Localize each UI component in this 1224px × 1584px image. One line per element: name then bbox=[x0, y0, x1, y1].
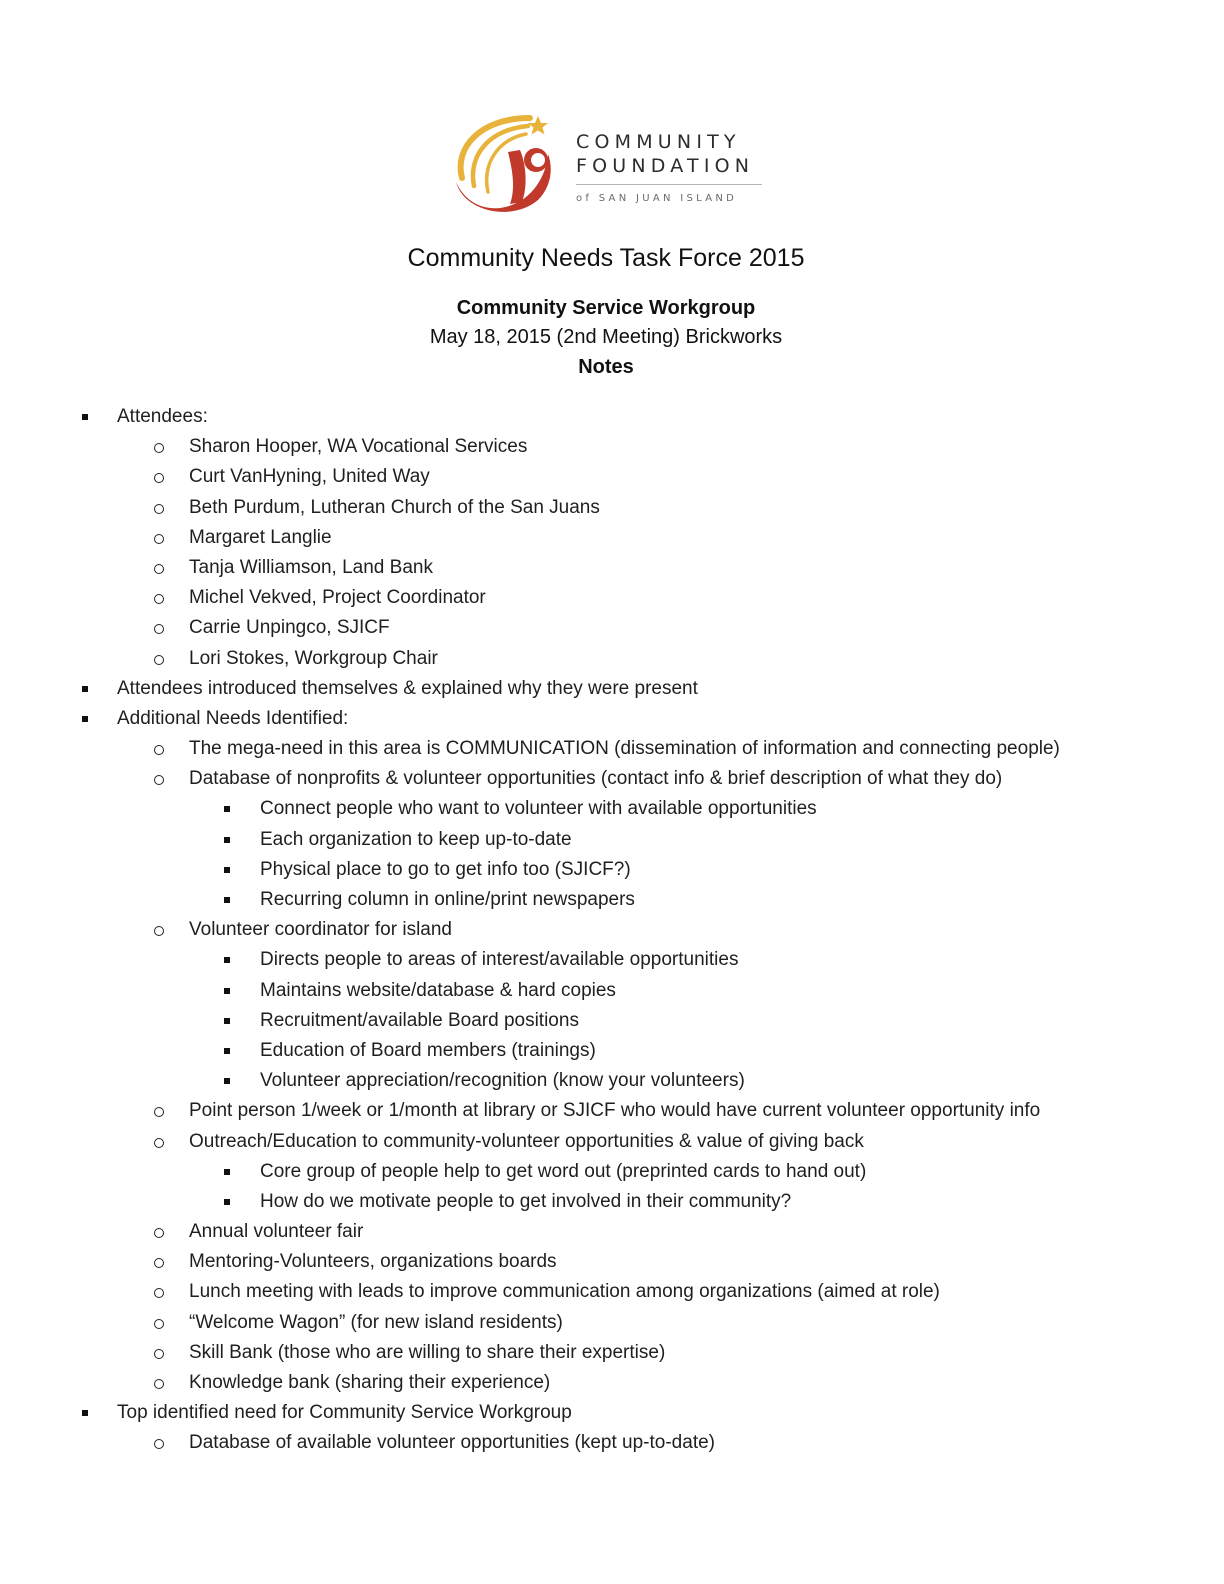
hollow-circle-bullet-icon bbox=[154, 1228, 164, 1238]
hollow-circle-bullet-icon bbox=[154, 1288, 164, 1298]
list-item-text: Lori Stokes, Workgroup Chair bbox=[189, 647, 438, 669]
list-item bbox=[0, 1218, 1224, 1248]
list-item-text: Margaret Langlie bbox=[189, 526, 332, 548]
square-bullet-icon bbox=[224, 1078, 230, 1084]
list-item bbox=[0, 856, 1224, 886]
list-item-text: How do we motivate people to get involved in their community? bbox=[260, 1190, 792, 1212]
hollow-circle-bullet-icon bbox=[154, 926, 164, 936]
list-item bbox=[0, 1369, 1224, 1399]
list-item bbox=[0, 1188, 1224, 1218]
list-item bbox=[0, 403, 1224, 433]
list-item bbox=[0, 826, 1224, 856]
list-item-text: Recruitment/available Board positions bbox=[260, 1009, 579, 1031]
list-item bbox=[0, 1128, 1224, 1158]
list-item-text: Michel Vekved, Project Coordinator bbox=[189, 587, 486, 609]
list-item bbox=[0, 614, 1224, 644]
workgroup-heading: Community Service Workgroup bbox=[456, 297, 756, 319]
list-item-text: Education of Board members (trainings) bbox=[260, 1039, 596, 1061]
hollow-circle-bullet-icon bbox=[154, 564, 164, 574]
list-item-text: Outreach/Education to community-volunteer opportunities & value of giving back bbox=[189, 1130, 864, 1152]
list-item bbox=[0, 886, 1224, 916]
list-item bbox=[0, 977, 1224, 1007]
list-item-text: Attendees: bbox=[117, 406, 208, 427]
hollow-circle-bullet-icon bbox=[154, 1439, 164, 1449]
list-item-text: Volunteer appreciation/recognition (know your volunteers) bbox=[260, 1070, 745, 1092]
square-bullet-icon bbox=[224, 837, 230, 843]
hollow-circle-bullet-icon bbox=[154, 594, 164, 604]
square-bullet-icon bbox=[224, 806, 230, 812]
square-bullet-icon bbox=[224, 867, 230, 873]
list-item-text: Maintains website/database & hard copies bbox=[260, 979, 616, 1001]
hollow-circle-bullet-icon bbox=[154, 1349, 164, 1359]
list-item-text: Sharon Hooper, WA Vocational Services bbox=[189, 436, 528, 458]
notes-heading: Notes bbox=[578, 356, 634, 378]
square-bullet-icon bbox=[224, 1199, 230, 1205]
hollow-circle-bullet-icon bbox=[154, 1258, 164, 1268]
list-item bbox=[0, 765, 1224, 795]
logo-divider bbox=[576, 184, 762, 185]
list-item bbox=[0, 494, 1224, 524]
logo-line-community: COMMUNITY bbox=[576, 131, 741, 153]
list-item bbox=[0, 554, 1224, 584]
list-item-text: Attendees introduced themselves & explained why they were present bbox=[117, 677, 698, 699]
list-item-text: Knowledge bank (sharing their experience) bbox=[189, 1372, 551, 1393]
hollow-circle-bullet-icon bbox=[154, 1319, 164, 1329]
list-item-text: Core group of people help to get word out (preprinted cards to hand out) bbox=[260, 1160, 867, 1182]
square-bullet-icon bbox=[82, 686, 88, 692]
list-item-text: Beth Purdum, Lutheran Church of the San Juans bbox=[189, 496, 600, 518]
list-item-text: Database of nonprofits & volunteer opportunities (contact info & brief description of what they do) bbox=[189, 768, 1003, 790]
list-item bbox=[0, 1067, 1224, 1097]
list-item-text: Carrie Unpingco, SJICF bbox=[189, 617, 390, 639]
list-item bbox=[0, 735, 1224, 765]
community-foundation-logo bbox=[450, 108, 770, 220]
list-item-text: Each organization to keep up-to-date bbox=[260, 828, 572, 850]
hollow-circle-bullet-icon bbox=[154, 1138, 164, 1148]
list-item bbox=[0, 1097, 1224, 1127]
list-item bbox=[0, 463, 1224, 493]
list-item bbox=[0, 1158, 1224, 1188]
list-item bbox=[0, 1248, 1224, 1278]
list-item-text: Directs people to areas of interest/available opportunities bbox=[260, 949, 739, 971]
logo-line-location: of SAN JUAN ISLAND bbox=[576, 193, 738, 204]
square-bullet-icon bbox=[224, 1048, 230, 1054]
list-item-text: Curt VanHyning, United Way bbox=[189, 466, 430, 488]
list-item bbox=[0, 946, 1224, 976]
list-item bbox=[0, 1399, 1224, 1429]
hollow-circle-bullet-icon bbox=[154, 624, 164, 634]
list-item bbox=[0, 1339, 1224, 1369]
list-item bbox=[0, 916, 1224, 946]
list-item bbox=[0, 705, 1224, 735]
square-bullet-icon bbox=[224, 957, 230, 963]
list-item bbox=[0, 795, 1224, 825]
hollow-circle-bullet-icon bbox=[154, 473, 164, 483]
hollow-circle-bullet-icon bbox=[154, 534, 164, 544]
square-bullet-icon bbox=[82, 716, 88, 722]
hollow-circle-bullet-icon bbox=[154, 504, 164, 514]
hollow-circle-bullet-icon bbox=[154, 1379, 164, 1389]
list-item bbox=[0, 1309, 1224, 1339]
hollow-circle-bullet-icon bbox=[154, 775, 164, 785]
list-item-text: Point person 1/week or 1/month at library or SJICF who would have current volunteer opportunity info bbox=[189, 1100, 1041, 1122]
list-item bbox=[0, 1007, 1224, 1037]
list-item-text: “Welcome Wagon” (for new island residents) bbox=[189, 1311, 563, 1333]
notes-list bbox=[0, 403, 1224, 1460]
list-item bbox=[0, 584, 1224, 614]
list-item bbox=[0, 433, 1224, 463]
hollow-circle-bullet-icon bbox=[154, 1107, 164, 1117]
square-bullet-icon bbox=[82, 1410, 88, 1416]
hollow-circle-bullet-icon bbox=[154, 443, 164, 453]
list-item-text: The mega-need in this area is COMMUNICATION (dissemination of information and connecting people) bbox=[189, 738, 1060, 760]
square-bullet-icon bbox=[224, 1018, 230, 1024]
list-item-text: Mentoring-Volunteers, organizations boards bbox=[189, 1251, 557, 1273]
meeting-info: May 18, 2015 (2nd Meeting) Brickworks bbox=[429, 326, 783, 348]
square-bullet-icon bbox=[224, 897, 230, 903]
list-item bbox=[0, 675, 1224, 705]
list-item-text: Additional Needs Identified: bbox=[117, 707, 349, 729]
list-item-text: Physical place to go to get info too (SJICF?) bbox=[260, 858, 631, 880]
list-item bbox=[0, 1037, 1224, 1067]
list-item-text: Database of available volunteer opportunities (kept up-to-date) bbox=[189, 1432, 715, 1454]
list-item bbox=[0, 524, 1224, 554]
shooting-star-figure-logo-icon bbox=[450, 108, 562, 220]
list-item bbox=[0, 1278, 1224, 1308]
hollow-circle-bullet-icon bbox=[154, 655, 164, 665]
list-item bbox=[0, 1429, 1224, 1459]
list-item-text: Recurring column in online/print newspapers bbox=[260, 889, 635, 910]
hollow-circle-bullet-icon bbox=[154, 745, 164, 755]
document-title: Community Needs Task Force 2015 bbox=[407, 244, 805, 272]
list-item bbox=[0, 645, 1224, 675]
logo-line-foundation: FOUNDATION bbox=[576, 155, 755, 177]
list-item-text: Annual volunteer fair bbox=[189, 1221, 364, 1243]
list-item-text: Tanja Williamson, Land Bank bbox=[189, 556, 433, 578]
list-item-text: Connect people who want to volunteer with available opportunities bbox=[260, 798, 817, 820]
list-item-text: Lunch meeting with leads to improve communication among organizations (aimed at role) bbox=[189, 1281, 940, 1303]
list-item-text: Volunteer coordinator for island bbox=[189, 919, 452, 941]
square-bullet-icon bbox=[224, 988, 230, 994]
square-bullet-icon bbox=[82, 414, 88, 420]
square-bullet-icon bbox=[224, 1169, 230, 1175]
list-item-text: Top identified need for Community Service Workgroup bbox=[117, 1402, 572, 1424]
list-item-text: Skill Bank (those who are willing to share their expertise) bbox=[189, 1341, 666, 1363]
